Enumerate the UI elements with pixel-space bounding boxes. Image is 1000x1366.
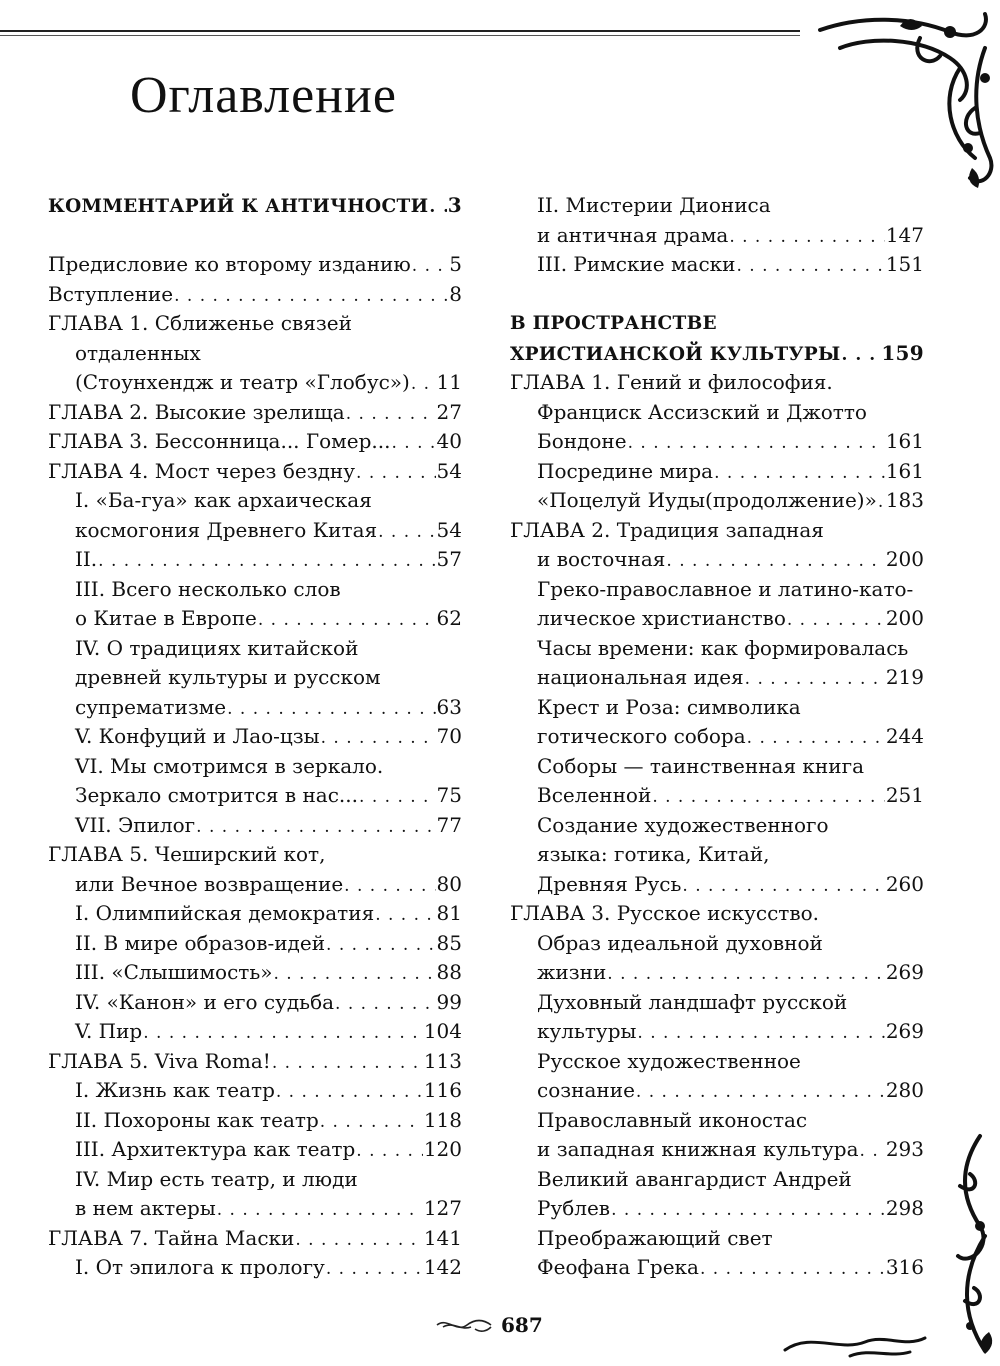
toc-entry <box>510 693 924 723</box>
toc-entry-title: Часы времени: как формировалась <box>537 635 909 660</box>
toc-entry-page: 75 <box>436 783 462 807</box>
toc-entry-title: Феофана Грека <box>537 1255 699 1279</box>
toc-entry-title: ГЛАВА 2. Высокие зрелища <box>48 399 345 424</box>
toc-column-left <box>48 191 462 1283</box>
toc-entry <box>48 781 462 811</box>
toc-entry-title: готического собора <box>537 724 746 748</box>
toc-entry-page: 260 <box>885 871 924 896</box>
toc-entry-title: о Китае в Европе <box>75 606 257 630</box>
toc-entry-title: и восточная <box>537 547 666 571</box>
dot-leader <box>636 1078 885 1108</box>
toc-entry-page: 159 <box>881 340 924 365</box>
toc-entry-title: Франциск Ассизский и Джотто <box>537 399 867 424</box>
dot-leader <box>745 665 885 695</box>
toc-section-heading <box>510 339 924 369</box>
toc-entry-title: жизни <box>537 960 607 984</box>
toc-entry-title: ГЛАВА 1. Гений и философия. <box>510 370 833 394</box>
dot-leader <box>682 872 884 902</box>
toc-entry <box>48 899 462 929</box>
toc-entry <box>48 663 462 693</box>
dot-leader <box>196 813 435 843</box>
toc-entry-page: 63 <box>436 694 462 719</box>
toc-entry <box>510 1165 924 1195</box>
toc-entry <box>510 929 924 959</box>
toc-entry-title: Вступление <box>48 281 174 306</box>
toc-entry-page: 70 <box>436 724 462 748</box>
dot-leader <box>391 429 435 459</box>
dot-leader <box>714 459 885 489</box>
toc-entry-title: ГЛАВА 1. Сближенье связей <box>48 311 352 335</box>
toc-entry-title: II. Мистерии Диониса <box>537 193 771 217</box>
toc-entry <box>48 1076 462 1106</box>
toc-entry-page: 40 <box>436 429 462 453</box>
toc-entry <box>510 1106 924 1136</box>
toc-entry-page: 116 <box>423 1078 462 1102</box>
toc-entry <box>48 811 462 841</box>
toc-entry <box>48 722 462 752</box>
top-rule-thin <box>0 35 800 36</box>
toc-entry-page: 11 <box>436 370 462 394</box>
toc-entry <box>510 1017 924 1047</box>
toc-entry-page: 141 <box>423 1225 462 1250</box>
toc-entry-page: 219 <box>885 665 924 689</box>
toc-entry <box>48 840 462 870</box>
toc-entry-title: III. Римские маски <box>537 252 736 276</box>
toc-entry-title: III. Архитектура как театр <box>75 1137 356 1161</box>
toc-entry-title: в нем актеры <box>75 1196 216 1220</box>
toc-entry <box>510 811 924 841</box>
toc-column-right <box>510 191 924 1283</box>
dot-leader <box>429 193 446 223</box>
toc-entry-title: «Поцелуй Иуды(продолжение)» <box>537 488 877 512</box>
toc-entry-title: Преображающий свет <box>537 1225 773 1250</box>
dot-leader <box>375 901 435 931</box>
toc-entry-title: и античная драма <box>537 222 729 247</box>
toc-entry-title: V. Конфуций и Лао-цзы <box>75 724 320 748</box>
dot-leader <box>356 459 436 489</box>
dot-leader <box>272 1049 423 1079</box>
toc-entry-title: языка: готика, Китай, <box>537 842 770 866</box>
toc-entry <box>510 752 924 782</box>
dot-leader <box>359 783 436 813</box>
dot-leader <box>143 1019 423 1049</box>
toc-entry <box>48 693 462 723</box>
toc-entry-page: 269 <box>885 960 924 984</box>
bottom-ornament <box>780 1312 930 1362</box>
dot-leader <box>346 400 436 430</box>
toc-entry-title: отдаленных <box>75 340 201 365</box>
dot-leader <box>321 724 436 754</box>
toc-entry <box>510 634 924 664</box>
toc-entry-title: III. «Слышимость» <box>75 960 273 984</box>
corner-ornament-top <box>800 8 1000 203</box>
toc-entry-title: В ПРОСТРАНСТВЕ <box>510 313 717 334</box>
toc-spacer <box>510 280 924 310</box>
toc-entry-title: VII. Эпилог <box>75 812 196 837</box>
toc-entry-title: национальная идея <box>537 665 744 689</box>
toc-entry-title: I. «Ба-гуа» как архаическая <box>75 488 372 512</box>
toc-entry <box>510 1135 924 1165</box>
toc-entry-page: 142 <box>423 1255 462 1279</box>
toc-entry-page: 80 <box>436 871 462 896</box>
toc-entry-page: 77 <box>436 812 462 837</box>
toc-entry <box>510 1047 924 1077</box>
toc-entry-title: ГЛАВА 3. Бессонница... Гомер... <box>48 429 391 453</box>
toc-entry-title: супрематизме <box>75 694 227 719</box>
toc-entry-page: 120 <box>423 1137 462 1161</box>
dot-leader <box>411 370 436 400</box>
toc-section-heading <box>510 309 924 339</box>
toc-entry-title: ХРИСТИАНСКОЙ КУЛЬТУРЫ <box>510 343 841 365</box>
top-rule <box>0 30 800 32</box>
dot-leader <box>326 931 436 961</box>
toc-entry-title: сознание <box>537 1078 635 1102</box>
toc-entry-page: 151 <box>885 252 924 276</box>
dot-leader <box>295 1226 422 1256</box>
toc-entry <box>48 457 462 487</box>
toc-entry-page: 183 <box>885 488 924 512</box>
toc-entry-title: Русское художественное <box>537 1048 801 1073</box>
toc-entry-title: космогония Древнего Китая <box>75 517 378 542</box>
toc-entry-title: КОММЕНТАРИЙ К АНТИЧНОСТИ <box>48 196 429 217</box>
dot-leader <box>227 695 435 725</box>
toc-entry-page: 113 <box>423 1048 462 1073</box>
toc-entry <box>48 575 462 605</box>
toc-entry-title: ГЛАВА 2. Традиция западная <box>510 517 824 542</box>
toc-spacer <box>48 221 462 251</box>
toc-entry <box>510 1194 924 1224</box>
toc-entry <box>510 516 924 546</box>
toc-entry <box>510 575 924 605</box>
toc-entry-page: 147 <box>885 222 924 247</box>
dot-leader <box>326 1255 423 1285</box>
toc-entry-title: древней культуры и русском <box>75 665 381 689</box>
toc-entry-page: 3 <box>447 193 462 217</box>
toc-entry-title: ГЛАВА 4. Мост через бездну <box>48 458 356 483</box>
toc-entry <box>48 1253 462 1283</box>
toc-entry-page: 118 <box>423 1107 462 1132</box>
toc-entry-title: IV. Мир есть театр, и люди <box>75 1166 358 1191</box>
dot-leader <box>652 783 885 813</box>
toc-entry-title: Зеркало смотрится в нас... <box>75 783 359 807</box>
toc-entry <box>48 1224 462 1254</box>
dot-leader <box>412 252 448 282</box>
toc-entry-title: Соборы — таинственная книга <box>537 753 864 778</box>
toc-entry-page: 54 <box>436 517 462 542</box>
toc-entry-page: 298 <box>885 1196 924 1220</box>
toc-entry <box>510 899 924 929</box>
dot-leader <box>98 547 435 577</box>
toc-entry <box>48 634 462 664</box>
dot-leader <box>335 990 436 1020</box>
side-ornament-bottom <box>930 1126 1000 1366</box>
toc-entry <box>48 1194 462 1224</box>
toc-entry-page: 99 <box>436 989 462 1014</box>
toc-entry-page: 5 <box>449 252 462 276</box>
dot-leader <box>174 282 448 312</box>
toc-entry-page: 85 <box>436 930 462 955</box>
toc-entry-title: Вселенной <box>537 783 652 807</box>
toc-entry <box>510 988 924 1018</box>
toc-entry-page: 8 <box>449 281 462 306</box>
toc-entry-page: 62 <box>436 606 462 630</box>
toc-entry-title: III. Всего несколько слов <box>75 576 341 601</box>
toc-entry-page: 293 <box>885 1137 924 1161</box>
dot-leader <box>842 341 881 371</box>
toc-entry <box>510 221 924 251</box>
dot-leader <box>666 547 884 577</box>
toc-entry-title: Православный иконостас <box>537 1107 808 1132</box>
toc-entry <box>510 781 924 811</box>
dot-leader <box>860 1137 885 1167</box>
toc-entry <box>510 870 924 900</box>
dot-leader <box>637 1019 884 1049</box>
toc-entry-page: 251 <box>885 783 924 807</box>
toc-entry <box>510 604 924 634</box>
toc-entry-title: II. В мире образов-идей <box>75 930 326 955</box>
dot-leader <box>344 872 435 902</box>
toc-entry-title: II. <box>75 547 98 571</box>
dot-leader <box>737 252 885 282</box>
toc-entry-title: Крест и Роза: символика <box>537 694 801 719</box>
toc-entry <box>48 1017 462 1047</box>
toc-entry-title: Создание художественного <box>537 812 829 837</box>
toc-entry <box>510 1253 924 1283</box>
toc-entry <box>48 958 462 988</box>
toc-entry <box>510 250 924 280</box>
toc-entry-page: 88 <box>436 960 462 984</box>
dot-leader <box>320 1108 423 1138</box>
toc-entry-title: и западная книжная культура <box>537 1137 859 1161</box>
toc-entry-title: VI. Мы смотримся в зеркало. <box>75 753 384 778</box>
toc-entry <box>48 1135 462 1165</box>
toc-entry-page: 161 <box>885 429 924 453</box>
dot-leader <box>700 1255 885 1285</box>
toc-entry-title: или Вечное возвращение <box>75 871 344 896</box>
toc-entry <box>48 486 462 516</box>
toc-entry <box>510 958 924 988</box>
toc-entry <box>48 516 462 546</box>
toc-entry-title: Бондоне <box>537 429 627 453</box>
footer-ornament-icon <box>435 1315 493 1335</box>
toc-entry-title: IV. О традициях китайской <box>75 635 359 660</box>
toc-entry <box>510 191 924 221</box>
toc-entry-title: I. От эпилога к прологу <box>75 1255 325 1279</box>
dot-leader <box>217 1196 423 1226</box>
toc-entry-title: II. Похороны как театр <box>75 1107 319 1132</box>
dot-leader <box>378 518 435 548</box>
toc-entry <box>48 604 462 634</box>
toc-entry-title: Посредине мира <box>537 458 714 483</box>
toc-entry <box>48 250 462 280</box>
toc-entry-title: (Стоунхендж и театр «Глобус») <box>75 370 410 394</box>
toc-entry-page: 104 <box>423 1019 462 1043</box>
toc-entry-page: 200 <box>885 606 924 630</box>
dot-leader <box>878 488 885 518</box>
toc-entry-page: 269 <box>885 1019 924 1043</box>
toc-entry <box>510 1224 924 1254</box>
toc-entry-title: Великий авангардист Андрей <box>537 1166 852 1191</box>
toc-entry <box>48 427 462 457</box>
toc-entry-page: 316 <box>885 1255 924 1279</box>
dot-leader <box>729 223 885 253</box>
toc-entry-title: ГЛАВА 5. Viva Roma! <box>48 1048 271 1073</box>
dot-leader <box>747 724 885 754</box>
toc-entry <box>48 1106 462 1136</box>
toc-entry-title: ГЛАВА 5. Чеширский кот, <box>48 842 326 866</box>
toc-entry-title: V. Пир <box>75 1019 143 1043</box>
toc-entry <box>48 545 462 575</box>
toc-entry <box>48 929 462 959</box>
toc-entry <box>510 486 924 516</box>
toc-entry-title: IV. «Канон» и его судьба <box>75 989 335 1014</box>
toc-entry-title: Древняя Русь <box>537 871 682 896</box>
toc-entry <box>510 368 924 398</box>
toc-entry-page: 200 <box>885 547 924 571</box>
toc-entry-page: 127 <box>423 1196 462 1220</box>
toc-entry-page: 57 <box>436 547 462 571</box>
toc-entry-title: I. Олимпийская демократия <box>75 901 375 925</box>
toc-entry-page: 27 <box>436 399 462 424</box>
page-footer <box>435 1313 543 1337</box>
toc-entry <box>510 545 924 575</box>
toc-entry <box>48 1047 462 1077</box>
toc-entry <box>510 663 924 693</box>
toc-entry-title: ГЛАВА 3. Русское искусство. <box>510 901 820 925</box>
toc-entry-page: 280 <box>885 1078 924 1102</box>
toc-entry <box>48 309 462 339</box>
toc-entry <box>48 870 462 900</box>
dot-leader <box>628 429 885 459</box>
toc-entry <box>510 722 924 752</box>
toc-entry-title: Духовный ландшафт русской <box>537 989 848 1014</box>
toc-entry-title: I. Жизнь как театр <box>75 1078 275 1102</box>
toc-entry-title: лическое христианство <box>537 606 786 630</box>
toc-entry-title: Образ идеальной духовной <box>537 930 823 955</box>
toc-entry <box>48 280 462 310</box>
toc-entry <box>48 752 462 782</box>
toc-entry <box>510 840 924 870</box>
toc-entry <box>48 988 462 1018</box>
toc-entry <box>510 427 924 457</box>
toc-entry <box>510 457 924 487</box>
toc-entry <box>510 398 924 428</box>
toc-entry-page: 54 <box>436 458 462 483</box>
toc-entry <box>48 1165 462 1195</box>
toc-entry <box>48 368 462 398</box>
toc-entry-title: Рублев <box>537 1196 611 1220</box>
toc-entry <box>510 1076 924 1106</box>
toc-entry-page: 244 <box>885 724 924 748</box>
dot-leader <box>258 606 436 636</box>
dot-leader <box>274 960 436 990</box>
dot-leader <box>276 1078 423 1108</box>
dot-leader <box>611 1196 885 1226</box>
toc-section-heading <box>48 191 462 221</box>
page-number: 687 <box>501 1313 543 1337</box>
toc-entry-title: ГЛАВА 7. Тайна Маски <box>48 1225 295 1250</box>
toc-entry-page: 161 <box>885 458 924 483</box>
toc-entry-title: Греко-православное и латино-като- <box>537 576 914 601</box>
dot-leader <box>607 960 885 990</box>
toc-entry <box>48 339 462 369</box>
page-title: Оглавление <box>130 67 397 124</box>
toc-entry-title: культуры <box>537 1019 637 1043</box>
toc-entry-title: Предисловие ко второму изданию <box>48 252 411 276</box>
toc-entry-page: 81 <box>436 901 462 925</box>
toc-entry <box>48 398 462 428</box>
dot-leader <box>787 606 885 636</box>
dot-leader <box>356 1137 423 1167</box>
